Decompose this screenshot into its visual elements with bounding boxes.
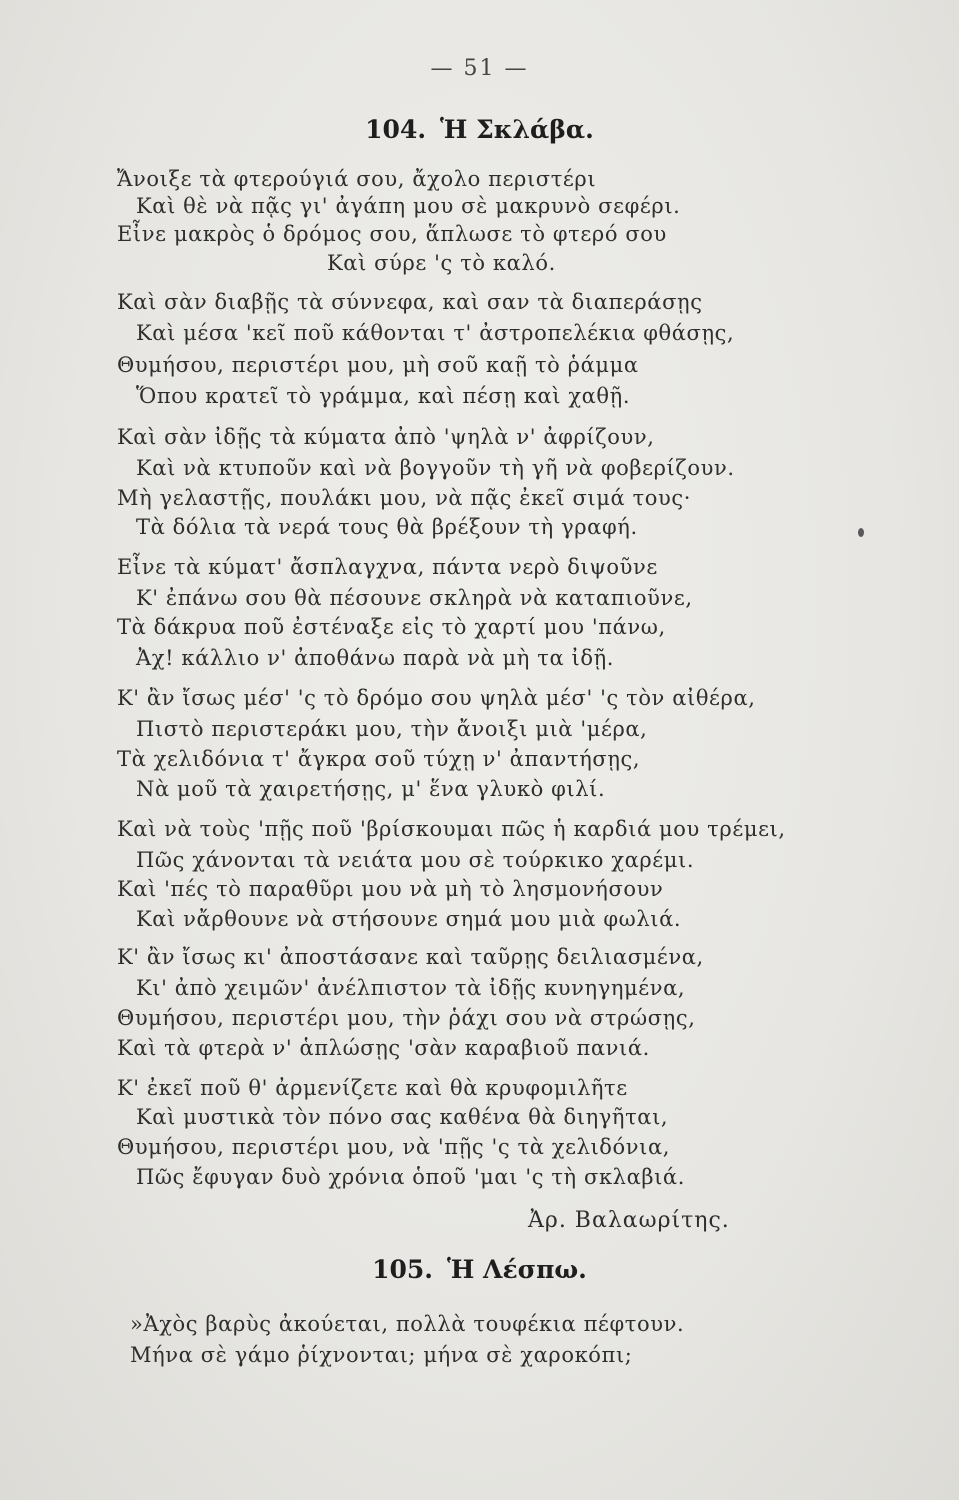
verse-line: Πιστὸ περιστεράκι μου, τὴν ἄνοιξι μιὰ 'μέρα, bbox=[136, 717, 648, 741]
ink-spot bbox=[858, 528, 864, 537]
verse-line: Καὶ σὰν διαβῇς τὰ σύννεφα, καὶ σαν τὰ διαπεράσῃς bbox=[117, 290, 703, 314]
page-number: — 51 — bbox=[430, 56, 529, 81]
verse-line: Νὰ μοῦ τὰ χαιρετήσῃς, μ' ἕνα γλυκὸ φιλί. bbox=[136, 777, 606, 801]
verse-line: Ἄνοιξε τὰ φτερούγιά σου, ἄχολο περιστέρι bbox=[117, 167, 597, 191]
verse-line: Εἶνε τὰ κύματ' ἄσπλαγχνα, πάντα νερὸ διψοῦνε bbox=[117, 555, 658, 579]
verse-line: Εἶνε μακρὸς ὁ δρόμος σου, ἅπλωσε τὸ φτερό σου bbox=[117, 222, 667, 246]
verse-line: Θυμήσου, περιστέρι μου, τὴν ῥάχι σου νὰ στρώσῃς, bbox=[117, 1006, 696, 1030]
verse-line: Κ' ἐπάνω σου θὰ πέσουνε σκληρὰ νὰ καταπιοῦνε, bbox=[136, 586, 693, 610]
verse-line: Καὶ μέσα 'κεῖ ποῦ κάθονται τ' ἀστροπελέκια φθάσῃς, bbox=[136, 321, 735, 345]
verse-line: Ἀχ! κάλλιο ν' ἀποθάνω παρὰ νὰ μὴ τα ἰδῇ. bbox=[136, 646, 615, 670]
verse-line: Κ' ἂν ἴσως μέσ' 'ς τὸ δρόμο σου ψηλὰ μέσ' 'ς τὸν αἰθέρα, bbox=[117, 686, 756, 710]
verse-line: Μὴ γελαστῇς, πουλάκι μου, νὰ πᾷς ἐκεῖ σιμά τους· bbox=[117, 486, 692, 510]
verse-line: Τὰ δόλια τὰ νερά τους θὰ βρέξουν τὴ γραφή. bbox=[136, 515, 638, 539]
poem-number: 105. bbox=[372, 1255, 433, 1284]
verse-line: »Ἀχὸς βαρὺς ἀκούεται, πολλὰ τουφέκια πέφτουν. bbox=[130, 1312, 685, 1336]
verse-line: Καὶ νὰ τοὺς 'πῇς ποῦ 'βρίσκουμαι πῶς ἡ καρδιά μου τρέμει, bbox=[117, 817, 786, 841]
verse-line: Τὰ χελιδόνια τ' ἄγκρα σοῦ τύχῃ ν' ἀπαντήσῃς, bbox=[117, 747, 641, 771]
verse-line: Κι' ἀπὸ χειμῶν' ἀνέλπιστον τὰ ἰδῇς κυνηγημένα, bbox=[136, 976, 686, 1000]
verse-line: Καὶ σὰν ἰδῇς τὰ κύματα ἀπὸ 'ψηλὰ ν' ἀφρίζουν, bbox=[117, 425, 655, 449]
poem-title-104 bbox=[0, 115, 959, 144]
verse-line: Καὶ νὰ κτυποῦν καὶ νὰ βογγοῦν τὴ γῆ νὰ φοβερίζουν. bbox=[136, 456, 735, 480]
poem-author: Ἀρ. Βαλαωρίτης. bbox=[528, 1208, 730, 1233]
verse-line: Μήνα σὲ γάμο ῥίχνονται; μήνα σὲ χαροκόπι; bbox=[130, 1343, 633, 1367]
verse-line: Τὰ δάκρυα ποῦ ἐστέναξε εἰς τὸ χαρτί μου 'πάνω, bbox=[117, 615, 666, 639]
poem-title-text: Ἡ Σκλάβα. bbox=[440, 115, 594, 144]
verse-line: Πῶς ἔφυγαν δυὸ χρόνια ὁποῦ 'μαι 'ς τὴ σκλαβιά. bbox=[136, 1165, 685, 1189]
poem-number: 104. bbox=[365, 115, 427, 144]
verse-line: Θυμήσου, περιστέρι μου, μὴ σοῦ καῇ τὸ ῥάμμα bbox=[117, 353, 639, 377]
verse-line: Κ' ἐκεῖ ποῦ θ' ἀρμενίζετε καὶ θὰ κρυφομιλῆτε bbox=[117, 1076, 628, 1100]
poem-title-105 bbox=[0, 1255, 959, 1284]
verse-line: Καὶ θὲ νὰ πᾷς γι' ἀγάπη μου σὲ μακρυνὸ σεφέρι. bbox=[136, 194, 681, 218]
verse-line: Καὶ νἄρθουνε νὰ στήσουνε σημά μου μιὰ φωλιά. bbox=[136, 907, 682, 931]
verse-line: Καὶ 'πές τὸ παραθῦρι μου νὰ μὴ τὸ λησμονήσουν bbox=[117, 877, 664, 901]
verse-line: Καὶ σύρε 'ς τὸ καλό. bbox=[327, 251, 556, 275]
poem-title-text: Ἡ Λέσπω. bbox=[446, 1255, 587, 1284]
verse-line: Κ' ἂν ἴσως κι' ἀποστάσανε καὶ ταῦρῃς δειλιασμένα, bbox=[117, 945, 704, 969]
verse-line: Καὶ τὰ φτερὰ ν' ἁπλώσῃς 'σὰν καραβιοῦ πανιά. bbox=[117, 1036, 650, 1060]
verse-line: Πῶς χάνονται τὰ νειάτα μου σὲ τούρκικο χαρέμι. bbox=[136, 848, 695, 872]
verse-line: Καὶ μυστικὰ τὸν πόνο σας καθένα θὰ διηγῆται, bbox=[136, 1105, 669, 1129]
verse-line: Ὅπου κρατεῖ τὸ γράμμα, καὶ πέσῃ καὶ χαθῇ. bbox=[136, 384, 631, 408]
verse-line: Θυμήσου, περιστέρι μου, νὰ 'πῇς 'ς τὰ χελιδόνια, bbox=[117, 1135, 671, 1159]
